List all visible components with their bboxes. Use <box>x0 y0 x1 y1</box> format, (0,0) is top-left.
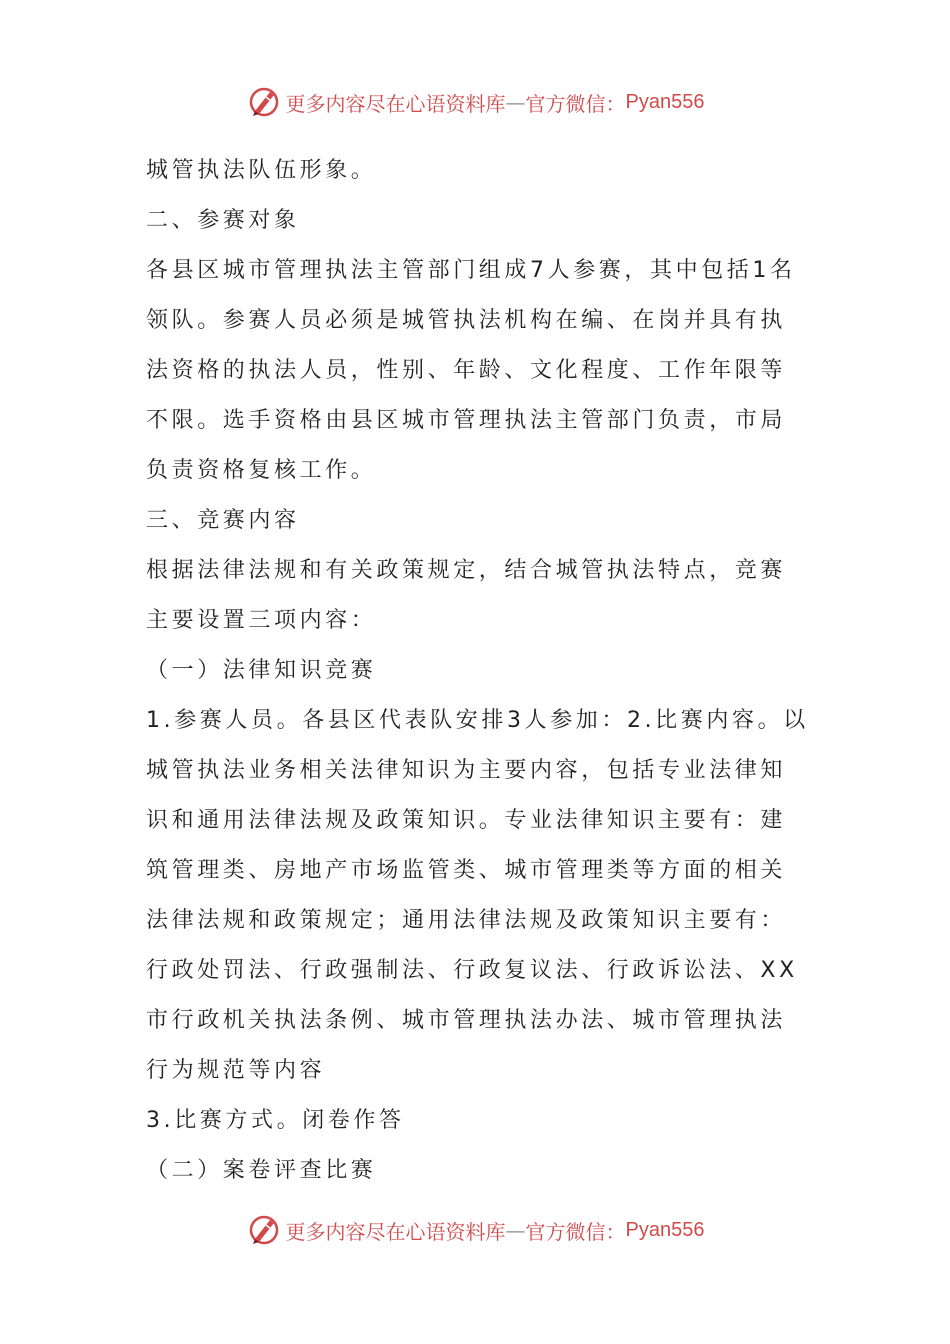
text-line: 识和通用法律法规及政策知识。专业法律知识主要有：建 <box>146 808 787 833</box>
footer-banner <box>0 1210 950 1250</box>
text-line: 筑管理类、房地产市场监管类、城市管理类等方面的相关 <box>146 858 787 883</box>
section-heading: 三、竞赛内容 <box>146 508 300 533</box>
banner-main-text: 更多内容尽在心语资料库 <box>285 1219 506 1244</box>
text-line: 负责资格复核工作。 <box>146 458 377 483</box>
banner-wechat-id: Pyan556 <box>625 1218 705 1241</box>
text-line: 城管执法队伍形象。 <box>146 158 377 183</box>
banner-separator: — <box>505 1218 526 1242</box>
banner-separator: — <box>505 90 526 114</box>
text-line: 主要设置三项内容： <box>146 608 377 633</box>
pen-logo-icon <box>246 84 282 120</box>
text-line: 3.比赛方式。闭卷作答 <box>146 1108 405 1133</box>
banner-main-text: 更多内容尽在心语资料库 <box>285 91 506 116</box>
text-line: 不限。选手资格由县区城市管理执法主管部门负责，市局 <box>146 408 787 433</box>
text-line: 各县区城市管理执法主管部门组成7人参赛，其中包括1名 <box>146 258 796 283</box>
text-line: 法律法规和政策规定；通用法律法规及政策知识主要有： <box>146 908 787 933</box>
subsection-heading: （二）案卷评查比赛 <box>146 1158 377 1183</box>
banner-wechat-label: 官方微信： <box>525 1219 626 1244</box>
text-line: 领队。参赛人员必须是城管执法机构在编、在岗并具有执 <box>146 308 787 333</box>
header-banner <box>0 82 950 122</box>
text-line: 市行政机关执法条例、城市管理执法办法、城市管理执法 <box>146 1008 787 1033</box>
subsection-heading: （一）法律知识竞赛 <box>146 658 377 683</box>
text-line: 法资格的执法人员，性别、年龄、文化程度、工作年限等 <box>146 358 787 383</box>
banner-wechat-label: 官方微信： <box>525 91 626 116</box>
text-line: 城管执法业务相关法律知识为主要内容，包括专业法律知 <box>146 758 787 783</box>
text-line: 根据法律法规和有关政策规定，结合城管执法特点，竞赛 <box>146 558 787 583</box>
text-line: 行为规范等内容 <box>146 1058 326 1083</box>
text-line: 1.参赛人员。各县区代表队安排3人参加：2.比赛内容。以 <box>146 708 809 733</box>
pen-logo-icon <box>246 1212 282 1248</box>
document-body <box>146 146 812 1196</box>
section-heading: 二、参赛对象 <box>146 208 300 233</box>
text-line: 行政处罚法、行政强制法、行政复议法、行政诉讼法、XX <box>146 958 798 983</box>
banner-wechat-id: Pyan556 <box>625 90 705 113</box>
